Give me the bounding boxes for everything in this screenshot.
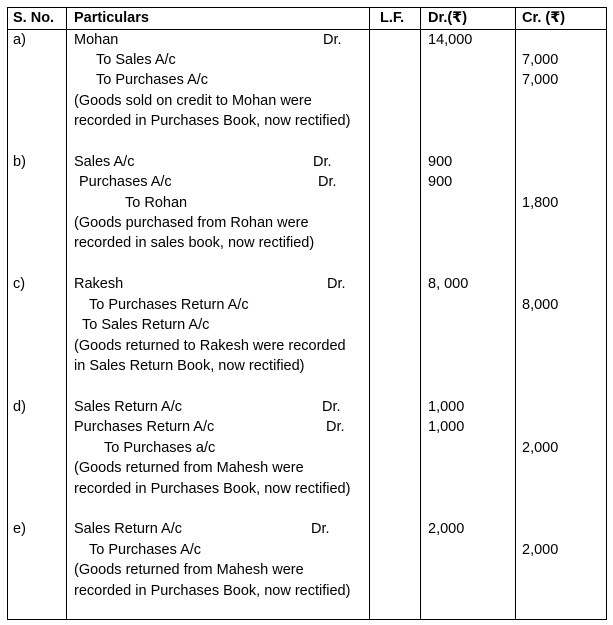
cr-amount: 7,000: [522, 52, 559, 68]
dr-mark: Dr.: [313, 154, 332, 170]
credit-account: To Purchases a/c: [104, 440, 216, 456]
header-cr: Cr. (₹): [522, 10, 566, 26]
narration: recorded in Purchases Book, now rectified): [74, 583, 351, 599]
cr-amount: 7,000: [522, 72, 559, 88]
debit-account: Purchases Return A/c: [74, 419, 215, 435]
debit-account: Sales Return A/c: [74, 399, 182, 415]
dr-mark: Dr.: [327, 276, 346, 292]
entry-sno: b): [13, 154, 26, 170]
credit-account: To Purchases A/c: [89, 542, 202, 558]
narration: (Goods purchased from Rohan were: [74, 215, 309, 231]
debit-account: Rakesh: [74, 276, 124, 292]
dr-amount: 8, 000: [428, 276, 469, 292]
entry-sno: c): [13, 276, 26, 292]
header-lf: L.F.: [380, 10, 405, 26]
header-particulars: Particulars: [74, 10, 149, 26]
col-divider-dr: [515, 7, 516, 620]
narration: (Goods returned from Mahesh were: [74, 562, 304, 578]
credit-account: To Purchases Return A/c: [89, 297, 249, 313]
credit-account: To Sales A/c: [96, 52, 176, 68]
narration: recorded in Purchases Book, now rectified): [74, 481, 351, 497]
narration: (Goods returned from Mahesh were: [74, 460, 304, 476]
border-right: [606, 7, 607, 620]
border-bottom: [7, 619, 607, 620]
dr-mark: Dr.: [322, 399, 341, 415]
dr-amount: 1,000: [428, 419, 465, 435]
debit-account: Purchases A/c: [79, 174, 172, 190]
col-divider-particulars: [369, 7, 370, 620]
debit-account: Sales A/c: [74, 154, 135, 170]
header-dr: Dr.(₹): [428, 10, 468, 26]
col-divider-sno: [66, 7, 67, 620]
credit-account: To Purchases A/c: [96, 72, 209, 88]
entry-sno: d): [13, 399, 26, 415]
dr-mark: Dr.: [311, 521, 330, 537]
narration: in Sales Return Book, now rectified): [74, 358, 305, 374]
cr-amount: 2,000: [522, 542, 559, 558]
debit-account: Sales Return A/c: [74, 521, 182, 537]
cr-amount: 8,000: [522, 297, 559, 313]
cr-amount: 2,000: [522, 440, 559, 456]
dr-mark: Dr.: [323, 32, 342, 48]
dr-amount: 900: [428, 174, 453, 190]
col-divider-lf: [420, 7, 421, 620]
dr-mark: Dr.: [318, 174, 337, 190]
dr-mark: Dr.: [326, 419, 345, 435]
narration: (Goods returned to Rakesh were recorded: [74, 338, 346, 354]
narration: recorded in sales book, now rectified): [74, 235, 315, 251]
narration: recorded in Purchases Book, now rectified): [74, 113, 351, 129]
credit-account: To Sales Return A/c: [82, 317, 210, 333]
narration: (Goods sold on credit to Mohan were: [74, 93, 312, 109]
dr-amount: 1,000: [428, 399, 465, 415]
entry-sno: e): [13, 521, 26, 537]
cr-amount: 1,800: [522, 195, 559, 211]
dr-amount: 900: [428, 154, 453, 170]
border-left: [7, 7, 8, 620]
entry-sno: a): [13, 32, 26, 48]
debit-account: Mohan: [74, 32, 119, 48]
dr-amount: 2,000: [428, 521, 465, 537]
dr-amount: 14,000: [428, 32, 473, 48]
header-sno: S. No.: [13, 10, 55, 26]
credit-account: To Rohan: [125, 195, 188, 211]
